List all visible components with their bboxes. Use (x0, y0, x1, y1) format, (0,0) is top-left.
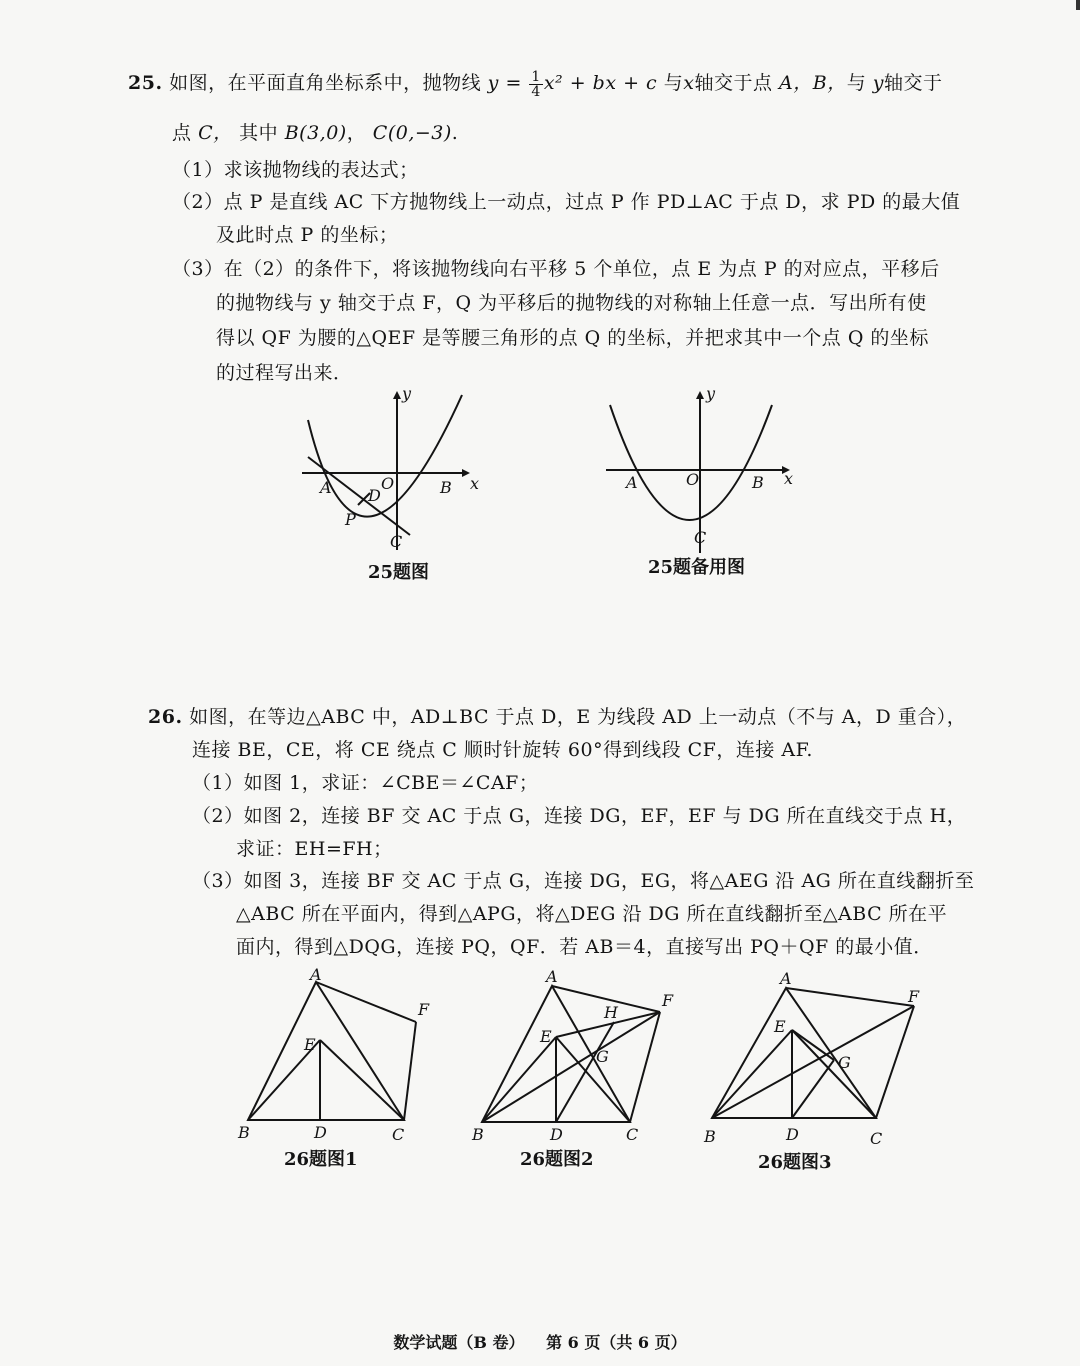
label-f: F (908, 987, 920, 1006)
page-corner-mark (1076, 0, 1080, 10)
label-c: C (390, 532, 403, 551)
label-g: G (838, 1053, 851, 1072)
label-c: C (392, 1125, 405, 1144)
label-b: B (440, 478, 452, 497)
q25-part3-line2: 的抛物线与 y 轴交于点 F，Q 为平移后的抛物线的对称轴上任意一点．写出所有使 (216, 292, 927, 314)
formula-point-c-coord: C(0,−3) (372, 122, 452, 144)
segment-fc (404, 1022, 416, 1120)
q25-part3-line3: 得以 QF 为腰的△QEF 是等腰三角形的点 Q 的坐标，并把求其中一个点 Q 的坐标 (216, 327, 929, 349)
y-axis-arrow (696, 391, 704, 399)
q26-line2: 连接 BE，CE，将 CE 绕点 C 顺时针旋转 60°得到线段 CF，连接 AF. (192, 739, 813, 761)
q25-text-axis2: 轴交于 (884, 72, 943, 94)
q25-text-dian: 点 (172, 122, 192, 144)
q26-part3-line3: 面内，得到△DQG，连接 PQ，QF．若 AB＝4，直接写出 PQ＋QF 的最小值． (236, 936, 933, 958)
formula-x2: x² (543, 72, 564, 94)
formula-rest: + bx + c (563, 72, 664, 94)
q25-backup-figure (600, 385, 800, 555)
q25-comma: ， (346, 122, 367, 144)
q25-fig2-caption: 25题备用图 (648, 557, 746, 578)
label-o: O (381, 474, 395, 493)
label-x: x (784, 469, 794, 488)
label-g: G (596, 1047, 609, 1066)
label-y: y (706, 384, 716, 403)
label-a: A (546, 967, 558, 986)
q26-line1-text: 如图，在等边△ABC 中，AD⊥BC 于点 D，E 为线段 AD 上一动点（不与 A，D 重合）， (189, 706, 967, 728)
label-d: D (314, 1123, 327, 1142)
formula-eq: = (498, 72, 529, 94)
segment-ce (792, 1030, 876, 1118)
label-d: D (368, 486, 381, 505)
q25-line1 (128, 68, 943, 99)
segment-ce (320, 1040, 404, 1120)
x-axis-arrow (462, 469, 470, 477)
formula-point-c: C， (198, 122, 233, 144)
formula-y: y (487, 72, 499, 94)
page-footer (0, 1330, 1080, 1353)
parabola (308, 395, 462, 517)
segment-bf (712, 1006, 914, 1118)
q26-fig2-caption: 26题图2 (520, 1149, 594, 1170)
label-a: A (626, 473, 638, 492)
label-a: A (780, 969, 792, 988)
q25-part3-line1: （3）在（2）的条件下，将该抛物线向右平移 5 个单位，点 E 为点 P 的对应点，平移后 (172, 258, 940, 280)
q26-fig3-caption: 26题图3 (758, 1152, 832, 1173)
q26-figure3 (704, 970, 934, 1150)
q25-part1: （1）求该抛物线的表达式； (172, 159, 419, 181)
formula-points-ab: A，B， (779, 72, 847, 94)
segment-af (786, 988, 914, 1006)
q25-figure (290, 385, 490, 555)
label-o: O (686, 470, 700, 489)
q25-number: 25. (128, 72, 163, 94)
q25-line2 (172, 118, 458, 148)
fraction-denominator: 4 (531, 83, 541, 100)
label-c: C (870, 1129, 883, 1148)
q25-fig1-caption: 25题图 (368, 562, 430, 583)
q25-text-yu2: 与 (846, 72, 867, 94)
label-e: E (540, 1027, 552, 1046)
q25-text-qizhong: 其中 (239, 122, 279, 144)
label-d: D (550, 1125, 563, 1144)
label-b: B (752, 473, 764, 492)
y-axis-arrow (393, 391, 401, 399)
q26-line1 (148, 702, 966, 732)
formula-x-axis: x (683, 72, 695, 94)
parabola (610, 405, 772, 520)
segment-dg (792, 1060, 834, 1118)
segment-bf (482, 1012, 660, 1122)
q25-part2-line2: 及此时点 P 的坐标； (216, 224, 399, 246)
label-d: D (786, 1125, 799, 1144)
formula-point-b: B(3,0) (284, 122, 347, 144)
segment-eg (792, 1030, 834, 1060)
label-c: C (626, 1125, 639, 1144)
q26-part1: （1）如图 1，求证：∠CBE＝∠CAF； (192, 772, 539, 794)
q26-number: 26. (148, 706, 183, 728)
footer-page: 第 6 页（共 6 页） (546, 1333, 687, 1352)
label-b: B (238, 1123, 250, 1142)
segment-ce (556, 1037, 630, 1122)
q25-text-yu: 与 (663, 72, 684, 94)
q26-figure1 (236, 965, 436, 1145)
label-x: x (470, 474, 480, 493)
formula-fraction (529, 70, 542, 99)
label-h: H (604, 1003, 618, 1022)
label-f: F (662, 991, 674, 1010)
segment-af (316, 982, 416, 1022)
fraction-numerator: 1 (531, 68, 541, 85)
q25-part3-line4: 的过程写出来． (216, 362, 353, 384)
triangle-abc (248, 982, 404, 1120)
q25-part2-line1: （2）点 P 是直线 AC 下方抛物线上一动点，过点 P 作 PD⊥AC 于点 D，求 PD 的最大值 (172, 191, 961, 213)
q26-part2-line1: （2）如图 2，连接 BF 交 AC 于点 G，连接 DG，EF，EF 与 DG 所在直线交于点 H， (192, 805, 967, 827)
triangle-abc (712, 988, 876, 1118)
segment-be (712, 1030, 792, 1118)
q26-figure2 (470, 967, 680, 1147)
q25-text-axis: 轴交于点 (694, 72, 773, 94)
label-b: B (704, 1127, 716, 1146)
q26-fig1-caption: 26题图1 (284, 1149, 358, 1170)
label-p: P (345, 510, 356, 529)
label-e: E (774, 1017, 786, 1036)
label-e: E (304, 1035, 316, 1054)
label-c: C (694, 528, 707, 547)
q25-intro-text: 如图，在平面直角坐标系中，抛物线 (169, 72, 482, 94)
q26-part3-line1: （3）如图 3，连接 BF 交 AC 于点 G，连接 DG，EG，将△AEG 沿 AG 所在直线翻折至 (192, 870, 975, 892)
formula-y-axis: y (872, 72, 885, 94)
label-b: B (472, 1125, 484, 1144)
q25-period: . (451, 122, 459, 144)
label-f: F (418, 1000, 430, 1019)
footer-subject: 数学试题（B 卷） (393, 1333, 525, 1352)
label-y: y (402, 384, 412, 403)
label-a: A (320, 478, 332, 497)
label-a: A (310, 965, 322, 984)
q26-part3-line2: △ABC 所在平面内，得到△APG，将△DEG 沿 DG 所在直线翻折至△ABC 所在平 (236, 903, 948, 925)
q26-part2-line2: 求证：EH=FH； (236, 838, 393, 860)
